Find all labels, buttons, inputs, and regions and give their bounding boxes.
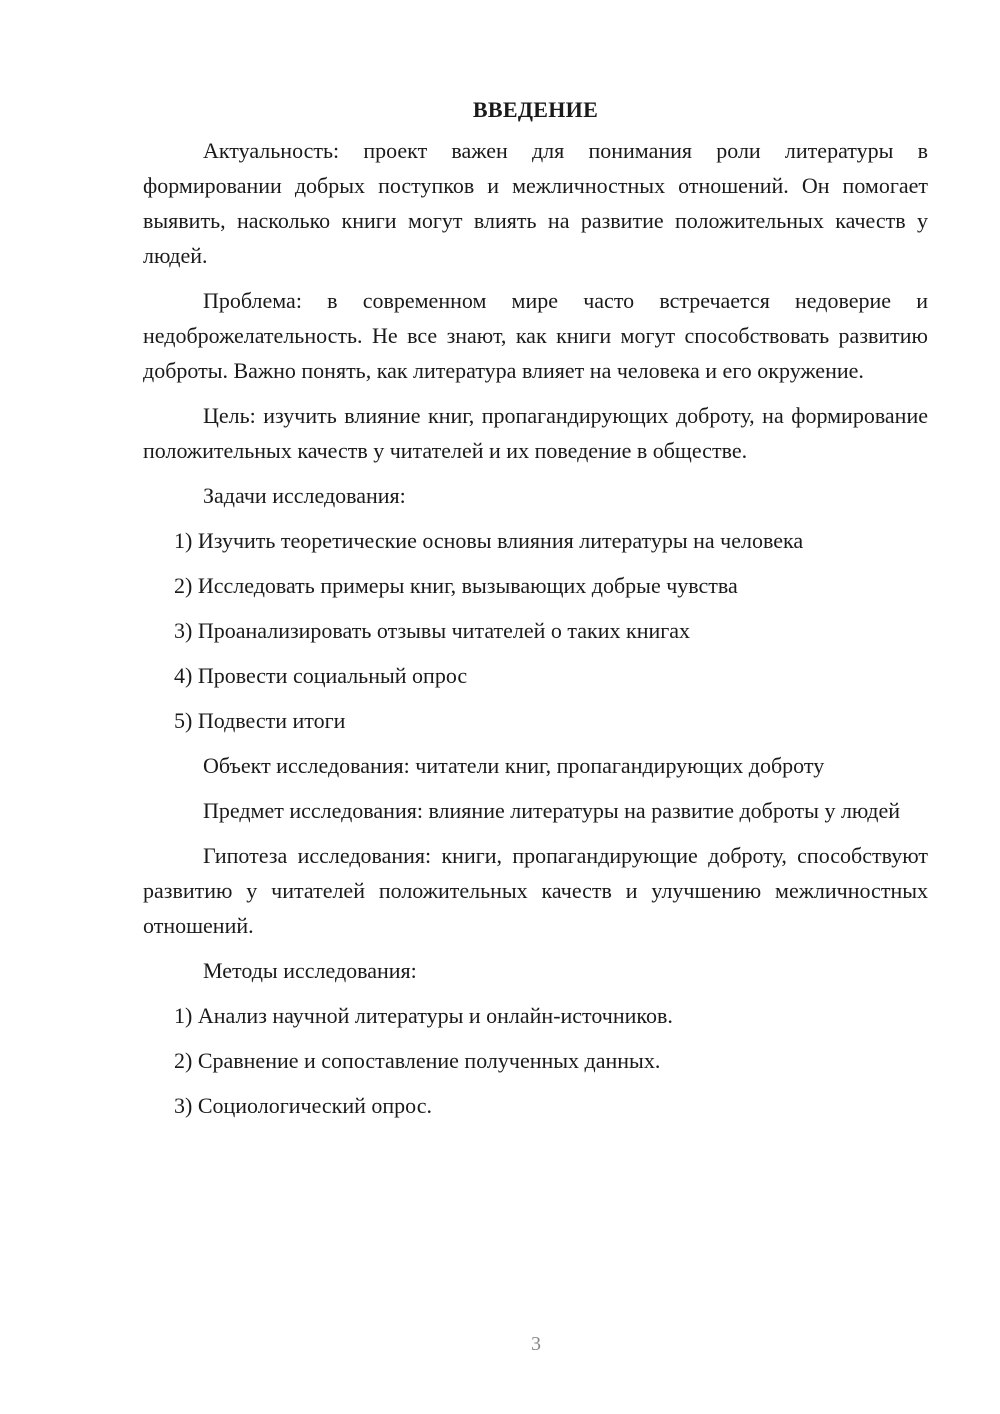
section-title: ВВЕДЕНИЕ bbox=[472, 97, 599, 122]
task-item: 4) Провести социальный опрос bbox=[174, 663, 468, 688]
hypothesis-paragraph: Гипотеза исследования: книги, пропагандирующие доброту, способствуют развитию у читателей положительных качеств и улучшению межличностных отношений. bbox=[143, 843, 928, 938]
relevance-paragraph: Актуальность: проект важен для понимания роли литературы в формировании добрых поступков и межличностных отношений. Он помогает выявить, насколько книги могут влиять на развитие положительных качеств у людей. bbox=[143, 138, 928, 268]
task-item: 2) Исследовать примеры книг, вызывающих добрые чувства bbox=[174, 573, 738, 598]
tasks-list bbox=[143, 523, 928, 738]
task-item: 5) Подвести итоги bbox=[174, 708, 346, 733]
problem-paragraph: Проблема: в современном мире часто встречается недоверие и недоброжелательность. Не все знают, как книги могут способствовать развитию доброты. Важно понять, как литература влияет на человека и его окружение. bbox=[143, 288, 928, 383]
tasks-heading: Задачи исследования: bbox=[203, 483, 406, 508]
method-item: 2) Сравнение и сопоставление полученных данных. bbox=[174, 1048, 661, 1073]
page-number: 3 bbox=[531, 1333, 541, 1355]
methods-heading: Методы исследования: bbox=[203, 958, 417, 983]
method-item: 1) Анализ научной литературы и онлайн-источников. bbox=[174, 1003, 673, 1028]
subject-paragraph: Предмет исследования: влияние литературы на развитие доброты у людей bbox=[203, 798, 900, 823]
method-item: 3) Социологический опрос. bbox=[174, 1093, 432, 1118]
methods-list bbox=[143, 998, 928, 1123]
page-content bbox=[143, 92, 928, 1133]
object-paragraph: Объект исследования: читатели книг, пропагандирующих доброту bbox=[203, 753, 825, 778]
task-item: 3) Проанализировать отзывы читателей о таких книгах bbox=[174, 618, 691, 643]
goal-paragraph: Цель: изучить влияние книг, пропагандирующих доброту, на формирование положительных качеств у читателей и их поведение в обществе. bbox=[143, 403, 928, 463]
task-item: 1) Изучить теоретические основы влияния литературы на человека bbox=[174, 528, 804, 553]
